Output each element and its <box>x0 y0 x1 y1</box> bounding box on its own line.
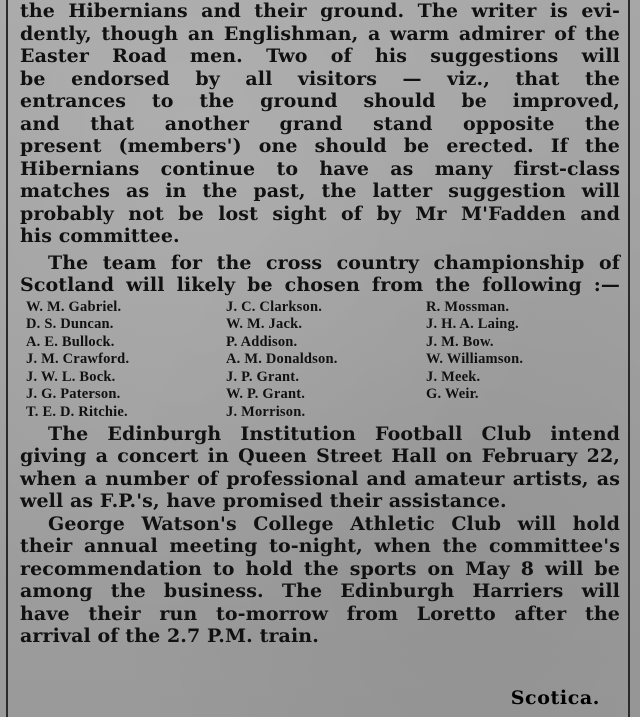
text-line: The team for the cross country championship of <box>48 251 620 274</box>
text-line: probably not be lost sight of by Mr M'Fadden and <box>20 202 620 225</box>
column-rule-left <box>6 0 8 717</box>
text-line: well as F.P.'s, have promised their assistance. <box>20 490 507 512</box>
team-member-name: J. Meek. <box>426 368 481 385</box>
text-line: and that another grand stand opposite the <box>20 112 620 135</box>
team-member-name: D. S. Duncan. <box>26 316 114 333</box>
team-member-name: J. H. A. Laing. <box>426 316 519 333</box>
text-line: entrances to the ground should be improved, <box>20 90 620 112</box>
text-line: among the business. The Edinburgh Harriers will <box>20 580 620 602</box>
team-member-name: W. M. Gabriel. <box>26 298 122 315</box>
team-member-name: P. Addison. <box>226 333 298 350</box>
text-line: The Edinburgh Institution Football Club intend <box>48 422 620 445</box>
text-line: present (members') one should be erected. If the <box>20 135 620 157</box>
names-column-2 <box>226 299 338 422</box>
team-member-name: W. M. Jack. <box>226 316 303 333</box>
text-line: recommendation to hold the sports on May 8 will be <box>20 557 620 580</box>
team-member-name: R. Mossman. <box>426 298 510 315</box>
team-member-name: J. P. Grant. <box>226 368 300 385</box>
names-column-1 <box>26 299 129 422</box>
team-member-name: J. G. Paterson. <box>26 386 121 403</box>
team-names-list <box>26 299 620 423</box>
text-line: his committee. <box>20 225 180 247</box>
team-member-name: W. Williamson. <box>426 351 524 368</box>
paragraph-cross-country <box>20 252 620 297</box>
column-rule-right <box>628 0 630 717</box>
names-column-3 <box>426 299 523 405</box>
text-line: dently, though an Englishman, a warm admirer of the <box>20 22 620 45</box>
paragraph-institution-concert <box>20 423 620 513</box>
team-member-name: T. E. D. Ritchie. <box>26 404 128 421</box>
text-line: giving a concert in Queen Street Hall on February 22, <box>20 445 620 467</box>
text-line: when a number of professional and amateur artists, as <box>20 467 620 490</box>
team-member-name: J. M. Crawford. <box>26 351 130 368</box>
team-member-name: J. C. Clarkson. <box>226 298 323 315</box>
article-column <box>20 0 620 648</box>
paragraph-watsons-athletic <box>20 513 620 648</box>
team-member-name: A. E. Bullock. <box>26 333 115 350</box>
text-line: Hibernians continue to have as many first-class <box>20 157 620 180</box>
text-line: matches as in the past, the latter suggestion will <box>20 180 620 202</box>
team-member-name: J. M. Bow. <box>426 333 494 350</box>
team-member-name: W. P. Grant. <box>226 386 306 403</box>
author-signature: Scotica. <box>510 687 600 709</box>
team-member-name: A. M. Donaldson. <box>226 351 338 368</box>
team-member-name: G. Weir. <box>426 386 479 403</box>
paragraph-hibernians <box>20 0 620 248</box>
text-line: have their run to-morrow from Loretto after the <box>20 602 620 625</box>
text-line: their annual meeting to-night, when the committee's <box>20 535 620 557</box>
text-line: George Watson's College Athletic Club will hold <box>48 512 620 535</box>
text-line: the Hibernians and their ground. The writer is evi- <box>20 0 620 22</box>
text-line: be endorsed by all visitors — viz., that the <box>20 67 620 90</box>
text-line: arrival of the 2.7 P.M. train. <box>20 625 319 647</box>
text-line: Scotland will likely be chosen from the following :— <box>20 274 620 296</box>
team-member-name: J. W. L. Bock. <box>26 368 116 385</box>
text-line: Easter Road men. Two of his suggestions will <box>20 45 620 67</box>
team-member-name: J. Morrison. <box>226 404 306 421</box>
